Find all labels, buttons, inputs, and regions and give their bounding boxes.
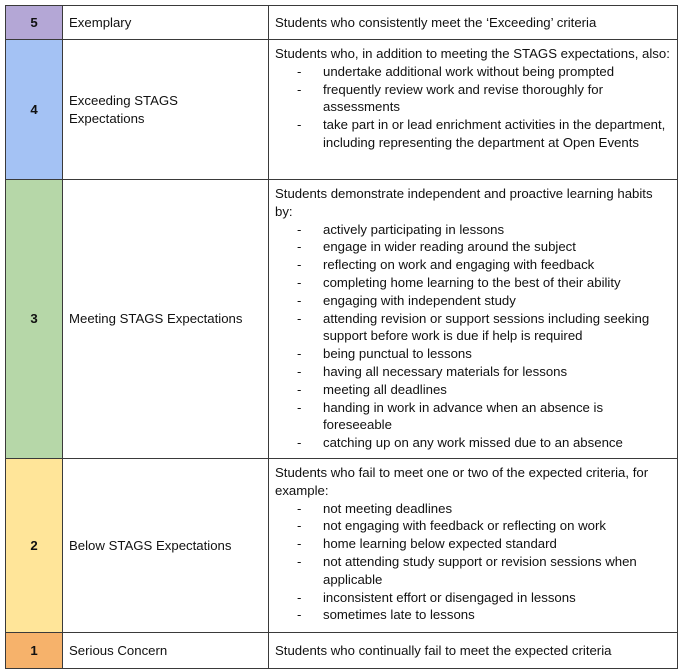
criteria-item-text: engaging with independent study	[323, 292, 516, 308]
criteria-item	[275, 363, 671, 381]
criteria-item-text: undertake additional work without being prompted	[323, 63, 615, 79]
level-label: Serious Concern	[63, 632, 269, 668]
criteria-item-text: not meeting deadlines	[323, 500, 453, 516]
bullet-dash: -	[297, 435, 302, 451]
rubric-row-grade-1	[6, 632, 678, 668]
bullet-dash: -	[297, 117, 302, 133]
bullet-dash: -	[297, 399, 302, 415]
criteria-list	[275, 500, 671, 625]
criteria-item	[275, 589, 671, 607]
rubric-row-grade-2	[6, 458, 678, 632]
level-label: Below STAGS Expectations	[63, 458, 269, 632]
criteria-item-text: engage in wider reading around the subject	[323, 239, 576, 255]
criteria-item	[275, 256, 671, 274]
level-label: Meeting STAGS Expectations	[63, 180, 269, 459]
criteria-item-text: frequently review work and revise thoroughly for assessments	[323, 81, 604, 115]
grading-rubric-table	[5, 5, 678, 669]
description-intro: Students who continually fail to meet the expected criteria	[275, 642, 612, 658]
description-intro: Students demonstrate independent and proactive learning habits by:	[275, 186, 653, 219]
criteria-list	[275, 63, 671, 152]
level-description	[269, 40, 678, 180]
criteria-item	[275, 81, 671, 117]
description-intro: Students who fail to meet one or two of the expected criteria, for example:	[275, 464, 649, 498]
criteria-item-text: completing home learning to the best of their ability	[323, 274, 621, 290]
bullet-dash: -	[297, 257, 302, 273]
bullet-dash: -	[297, 500, 302, 516]
level-label-text: Exceeding STAGS Expectations	[69, 92, 178, 126]
bullet-dash: -	[297, 292, 302, 308]
criteria-item	[275, 500, 671, 518]
bullet-dash: -	[297, 346, 302, 362]
criteria-item-text: having all necessary materials for lessons	[323, 363, 568, 379]
criteria-item	[275, 345, 671, 363]
criteria-item-text: handing in work in advance when an absence is foreseeable	[323, 399, 604, 433]
description-intro: Students who consistently meet the ‘Exceeding’ criteria	[275, 14, 597, 30]
grade-cell: 5	[6, 6, 63, 40]
criteria-item	[275, 517, 671, 535]
criteria-item-text: inconsistent effort or disengaged in lessons	[323, 589, 576, 605]
bullet-dash: -	[297, 553, 302, 569]
level-description	[269, 6, 678, 40]
criteria-item-text: not engaging with feedback or reflecting on work	[323, 518, 606, 534]
bullet-dash: -	[297, 239, 302, 255]
rubric-row-grade-3	[6, 180, 678, 459]
criteria-item-text: reflecting on work and engaging with feedback	[323, 257, 595, 273]
criteria-item	[275, 221, 671, 239]
bullet-dash: -	[297, 607, 302, 623]
bullet-dash: -	[297, 221, 302, 237]
criteria-item	[275, 606, 671, 624]
grade-cell: 2	[6, 458, 63, 632]
grade-cell: 1	[6, 632, 63, 668]
bullet-dash: -	[297, 589, 302, 605]
criteria-item	[275, 116, 671, 152]
criteria-item	[275, 399, 671, 435]
grade-cell: 3	[6, 180, 63, 459]
criteria-item-text: catching up on any work missed due to an absence	[323, 435, 623, 451]
criteria-item	[275, 274, 671, 292]
criteria-item-text: being punctual to lessons	[323, 346, 472, 362]
criteria-item	[275, 434, 671, 452]
description-intro: Students who, in addition to meeting the STAGS expectations, also:	[275, 46, 670, 61]
criteria-item-text: home learning below expected standard	[323, 536, 557, 552]
level-description	[269, 458, 678, 632]
criteria-list	[275, 221, 671, 452]
rubric-row-grade-5	[6, 6, 678, 40]
criteria-item-text: take part in or lead enrichment activities in the department, including representing the department at Open Events	[323, 117, 666, 150]
level-description	[269, 632, 678, 668]
bullet-dash: -	[297, 63, 302, 79]
criteria-item-text: actively participating in lessons	[323, 221, 505, 237]
bullet-dash: -	[297, 518, 302, 534]
level-label	[63, 40, 269, 180]
bullet-dash: -	[297, 536, 302, 552]
criteria-item	[275, 535, 671, 553]
grade-cell: 4	[6, 40, 63, 180]
bullet-dash: -	[297, 274, 302, 290]
criteria-item	[275, 381, 671, 399]
criteria-item	[275, 238, 671, 256]
bullet-dash: -	[297, 363, 302, 379]
bullet-dash: -	[297, 381, 302, 397]
criteria-item	[275, 310, 671, 346]
bullet-dash: -	[297, 310, 302, 326]
bullet-dash: -	[297, 81, 302, 97]
criteria-item	[275, 63, 671, 81]
criteria-item-text: not attending study support or revision sessions when applicable	[323, 553, 637, 587]
rubric-row-grade-4	[6, 40, 678, 180]
criteria-item-text: meeting all deadlines	[323, 381, 447, 397]
criteria-item	[275, 553, 671, 589]
criteria-item-text: attending revision or support sessions including seeking support before work is due if help is required	[323, 310, 650, 344]
level-description	[269, 180, 678, 459]
criteria-item-text: sometimes late to lessons	[323, 607, 475, 623]
level-label: Exemplary	[63, 6, 269, 40]
criteria-item	[275, 292, 671, 310]
